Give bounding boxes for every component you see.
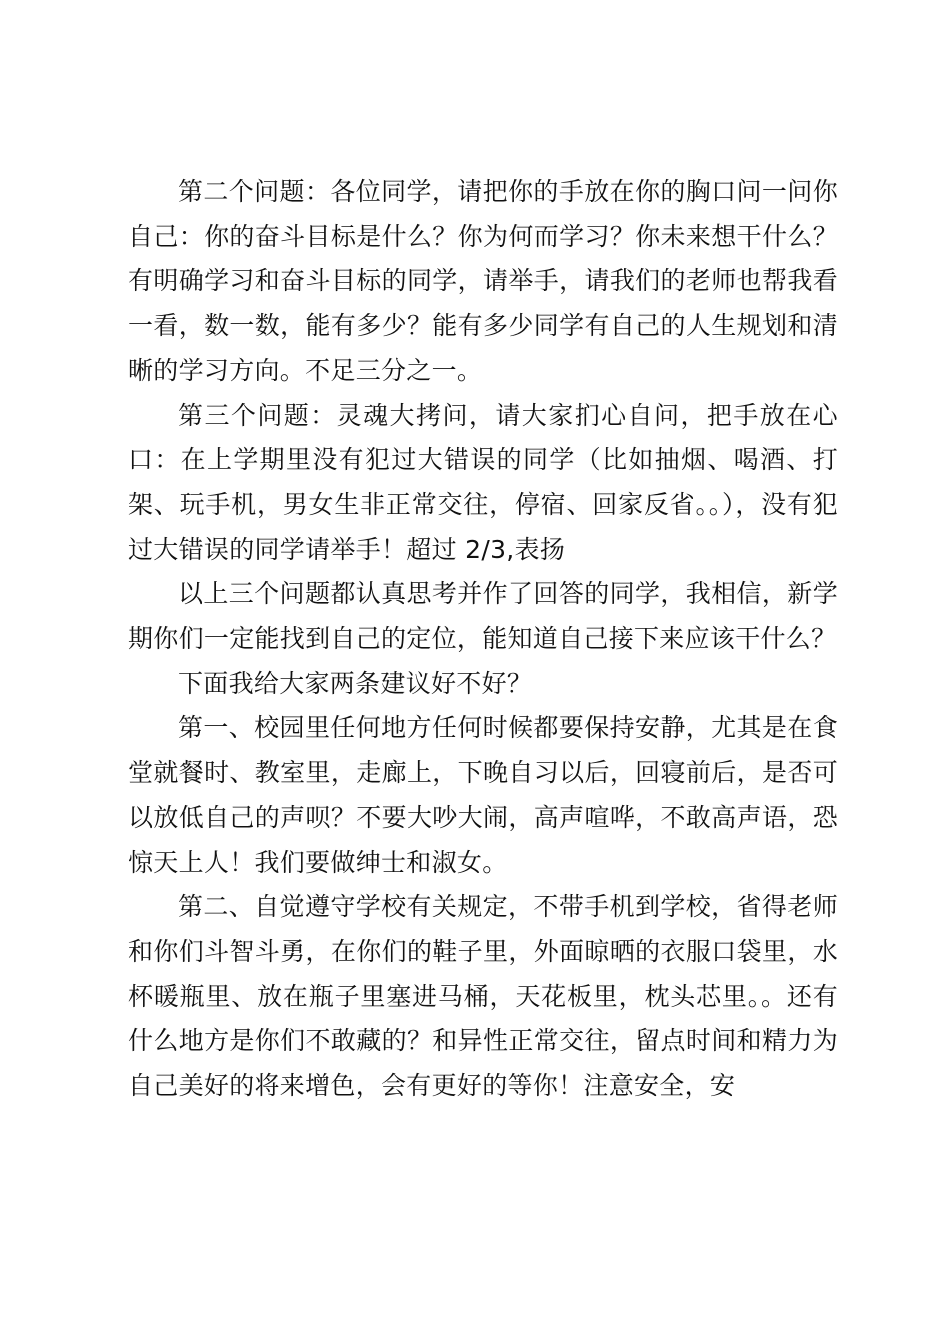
paragraph-suggestions-intro: 下面我给大家两条建议好不好？ [178, 668, 533, 698]
paragraph-question-two: 第二个问题：各位同学，请把你的手放在你的胸口问一问你自己：你的奋斗目标是什么？你为何而学习？你未来想干什么？有明确学习和奋斗目标的同学，请举手，请我们的老师也帮我看一看，数一数，能有多少？能有多少同学有自己的人生规划和清晰的学习方向。不足三分之一。 [128, 177, 838, 385]
paragraph-suggestion-one: 第一、校园里任何地方任何时候都要保持安静，尤其是在食堂就餐时、教室里，走廊上，下晚自习以后，回寝前后，是否可以放低自己的声呗？不要大吵大闹，高声喧哗，不敢高声语，恐惊天上人！我们要做绅士和淑女。 [128, 713, 838, 877]
paragraph-question-three: 第三个问题：灵魂大拷问，请大家扪心自问，把手放在心口：在上学期里没有犯过大错误的同学（比如抽烟、喝酒、打架、玩手机，男女生非正常交往，停宿、回家反省。。），没有犯过大错误的同学请举手！超过 2/3,表扬 [128, 400, 838, 564]
paragraph-suggestion-two: 第二、自觉遵守学校有关规定，不带手机到学校，省得老师和你们斗智斗勇，在你们的鞋子里，外面晾晒的衣服口袋里，水杯暖瓶里、放在瓶子里塞进马桶，天花板里，枕头芯里。。还有什么地方是你们不敢藏的？和异性正常交往，留点时间和精力为自己美好的将来增色，会有更好的等你！注意安全，安 [128, 892, 838, 1101]
paragraph-summary: 以上三个问题都认真思考并作了回答的同学，我相信，新学期你们一定能找到自己的定位，能知道自己接下来应该干什么？ [128, 579, 838, 654]
document-body [128, 170, 838, 1109]
